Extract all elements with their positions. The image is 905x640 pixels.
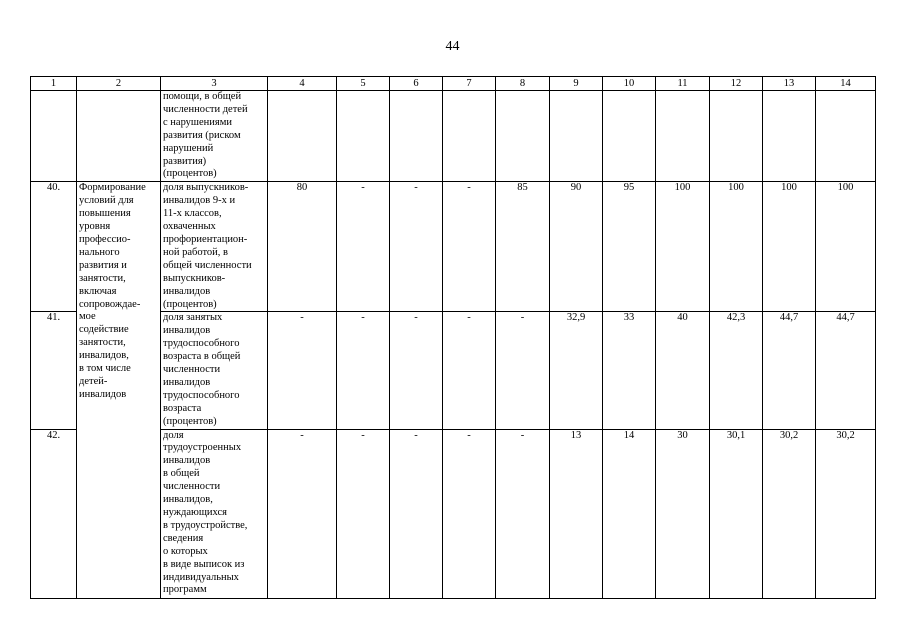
- indicator-text: доля трудоустроенных инвалидов в общей численности инвалидов, нуждающихся в трудоустройстве, сведения о которых в виде выписок из индивидуальных программ: [161, 429, 268, 598]
- measure-group-text: Формирование условий для повышения уровня профессио- нального развития и занятости, включая сопровождае- мое содействие занятости, инвалидов, в том числе детей- инвалидов: [77, 182, 161, 598]
- header-cell: 14: [816, 77, 876, 91]
- value-cell: 80: [268, 182, 337, 312]
- value-cell: 30: [656, 429, 710, 598]
- value-cell: 30,1: [710, 429, 763, 598]
- value-cell: -: [496, 312, 550, 429]
- header-cell: 10: [603, 77, 656, 91]
- value-cell: 100: [816, 182, 876, 312]
- value-cell: 95: [603, 182, 656, 312]
- value-cell: -: [443, 182, 496, 312]
- value-cell: -: [390, 312, 443, 429]
- value-cell: 30,2: [763, 429, 816, 598]
- header-cell: 5: [337, 77, 390, 91]
- header-cell: 7: [443, 77, 496, 91]
- header-cell: 13: [763, 77, 816, 91]
- indicators-table: [30, 76, 876, 599]
- header-cell: 1: [31, 77, 77, 91]
- value-cell: 42,3: [710, 312, 763, 429]
- value-cell: 40: [656, 312, 710, 429]
- indicator-text: помощи, в общей численности детей с нарушениями развития (риском нарушений развития) (процентов): [161, 91, 268, 182]
- value-cell: -: [337, 312, 390, 429]
- value-cell: -: [268, 429, 337, 598]
- value-cell: -: [390, 182, 443, 312]
- value-cell: 44,7: [816, 312, 876, 429]
- value-cell: 14: [603, 429, 656, 598]
- value-cell: 85: [496, 182, 550, 312]
- header-cell: 2: [77, 77, 161, 91]
- header-cell: 11: [656, 77, 710, 91]
- header-cell: 12: [710, 77, 763, 91]
- value-cell: -: [337, 182, 390, 312]
- value-cell: -: [443, 429, 496, 598]
- value-cell: 33: [603, 312, 656, 429]
- header-cell: 3: [161, 77, 268, 91]
- value-cell: 100: [710, 182, 763, 312]
- value-cell: -: [268, 312, 337, 429]
- page-number: 44: [445, 39, 460, 54]
- header-cell: 4: [268, 77, 337, 91]
- header-cell: 9: [550, 77, 603, 91]
- value-cell: 90: [550, 182, 603, 312]
- value-cell: -: [496, 429, 550, 598]
- table-row: [31, 182, 876, 312]
- value-cell: 44,7: [763, 312, 816, 429]
- indicator-text: доля выпускников- инвалидов 9-х и 11-х классов, охваченных профориентацион- ной работой, в общей численности выпускников- инвалидов (процентов): [161, 182, 268, 312]
- value-cell: 32,9: [550, 312, 603, 429]
- header-row: [31, 77, 876, 91]
- value-cell: 100: [656, 182, 710, 312]
- header-cell: 6: [390, 77, 443, 91]
- value-cell: -: [337, 429, 390, 598]
- value-cell: 13: [550, 429, 603, 598]
- row-number: 42.: [31, 429, 77, 598]
- value-cell: 100: [763, 182, 816, 312]
- value-cell: 30,2: [816, 429, 876, 598]
- row-number: 40.: [31, 182, 77, 312]
- header-cell: 8: [496, 77, 550, 91]
- indicator-text: доля занятых инвалидов трудоспособного возраста в общей численности инвалидов трудоспособного возраста (процентов): [161, 312, 268, 429]
- row-number: 41.: [31, 312, 77, 429]
- value-cell: -: [390, 429, 443, 598]
- value-cell: -: [443, 312, 496, 429]
- table-row-continuation: [31, 91, 876, 182]
